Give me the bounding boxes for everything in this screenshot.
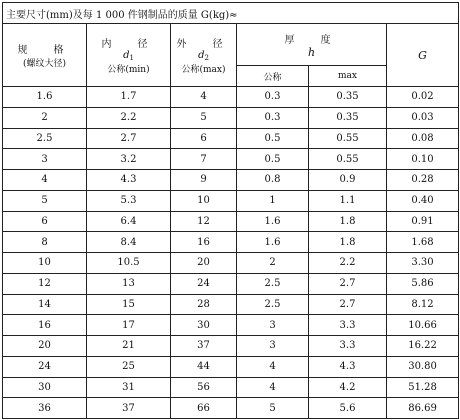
cell-thickness-nominal: 0.5 xyxy=(237,128,309,149)
cell-thickness-nominal: 1 xyxy=(237,190,309,211)
cell-inner-diameter: 10.5 xyxy=(87,253,171,274)
cell-inner-diameter: 31 xyxy=(87,377,171,398)
table-row xyxy=(3,356,459,377)
cell-outer-diameter: 28 xyxy=(171,294,237,315)
cell-thickness-max: 1.1 xyxy=(309,190,387,211)
cell-outer-diameter: 6 xyxy=(171,128,237,149)
table-row xyxy=(3,211,459,232)
cell-inner-diameter: 2.7 xyxy=(87,128,171,149)
cell-thickness-max: 0.35 xyxy=(309,87,387,108)
header-outer-note: 公称(max) xyxy=(181,65,226,75)
cell-mass: 1.68 xyxy=(387,232,459,253)
cell-spec: 36 xyxy=(3,398,87,419)
cell-mass: 5.86 xyxy=(387,273,459,294)
table-row xyxy=(3,253,459,274)
cell-outer-diameter: 44 xyxy=(171,356,237,377)
cell-thickness-max: 2.7 xyxy=(309,273,387,294)
cell-thickness-nominal: 3 xyxy=(237,336,309,357)
cell-inner-diameter: 37 xyxy=(87,398,171,419)
cell-thickness-max: 0.55 xyxy=(309,128,387,149)
cell-mass: 30.80 xyxy=(387,356,459,377)
header-inner-title: 内 径 xyxy=(101,39,156,50)
cell-inner-diameter: 21 xyxy=(87,336,171,357)
cell-spec: 20 xyxy=(3,336,87,357)
cell-outer-diameter: 4 xyxy=(171,87,237,108)
cell-thickness-nominal: 5 xyxy=(237,398,309,419)
header-spec xyxy=(3,24,87,87)
cell-thickness-nominal: 4 xyxy=(237,356,309,377)
cell-spec: 14 xyxy=(3,294,87,315)
table-row xyxy=(3,315,459,336)
cell-outer-diameter: 37 xyxy=(171,336,237,357)
header-spec-title: 规 格 xyxy=(17,45,72,56)
table-row xyxy=(3,377,459,398)
cell-spec: 4 xyxy=(3,170,87,191)
cell-outer-diameter: 12 xyxy=(171,211,237,232)
table-body xyxy=(3,87,459,419)
cell-thickness-nominal: 3 xyxy=(237,315,309,336)
table-row xyxy=(3,107,459,128)
cell-thickness-max: 4.2 xyxy=(309,377,387,398)
header-mass-symbol: G xyxy=(418,48,427,62)
table-row xyxy=(3,294,459,315)
header-thickness-nominal: 公称 xyxy=(237,66,309,87)
cell-spec: 5 xyxy=(3,190,87,211)
cell-mass: 86.69 xyxy=(387,398,459,419)
cell-mass: 0.91 xyxy=(387,211,459,232)
cell-mass: 0.08 xyxy=(387,128,459,149)
cell-outer-diameter: 16 xyxy=(171,232,237,253)
cell-mass: 0.40 xyxy=(387,190,459,211)
header-inner-note: 公称(min) xyxy=(107,65,150,75)
cell-thickness-max: 4.3 xyxy=(309,356,387,377)
cell-inner-diameter: 15 xyxy=(87,294,171,315)
header-thickness xyxy=(237,24,387,66)
cell-outer-diameter: 20 xyxy=(171,253,237,274)
cell-thickness-nominal: 0.5 xyxy=(237,149,309,170)
cell-outer-diameter: 9 xyxy=(171,170,237,191)
cell-mass: 3.30 xyxy=(387,253,459,274)
cell-thickness-max: 5.6 xyxy=(309,398,387,419)
cell-thickness-max: 2.7 xyxy=(309,294,387,315)
cell-thickness-max: 0.35 xyxy=(309,107,387,128)
table-row xyxy=(3,149,459,170)
header-outer-subscript: 2 xyxy=(204,54,209,62)
header-thickness-symbol: h xyxy=(307,45,316,59)
header-thickness-max: max xyxy=(309,66,387,87)
cell-spec: 1.6 xyxy=(3,87,87,108)
cell-mass: 8.12 xyxy=(387,294,459,315)
cell-spec: 2.5 xyxy=(3,128,87,149)
table-row xyxy=(3,87,459,108)
table-row xyxy=(3,232,459,253)
cell-mass: 0.28 xyxy=(387,170,459,191)
cell-thickness-nominal: 2.5 xyxy=(237,294,309,315)
cell-outer-diameter: 66 xyxy=(171,398,237,419)
cell-inner-diameter: 2.2 xyxy=(87,107,171,128)
cell-inner-diameter: 6.4 xyxy=(87,211,171,232)
cell-inner-diameter: 17 xyxy=(87,315,171,336)
cell-outer-diameter: 10 xyxy=(171,190,237,211)
cell-thickness-nominal: 0.8 xyxy=(237,170,309,191)
table-caption: 主要尺寸(mm)及每 1 000 件钢制品的质量 G(kg)≈ xyxy=(3,3,459,24)
table-row xyxy=(3,336,459,357)
cell-inner-diameter: 4.3 xyxy=(87,170,171,191)
cell-thickness-nominal: 0.3 xyxy=(237,107,309,128)
cell-thickness-max: 0.9 xyxy=(309,170,387,191)
cell-thickness-nominal: 1.6 xyxy=(237,211,309,232)
cell-inner-diameter: 8.4 xyxy=(87,232,171,253)
cell-outer-diameter: 56 xyxy=(171,377,237,398)
header-inner-subscript: 1 xyxy=(129,54,134,62)
header-spec-note: (螺纹大径) xyxy=(22,59,67,69)
cell-inner-diameter: 13 xyxy=(87,273,171,294)
cell-spec: 10 xyxy=(3,253,87,274)
table-row xyxy=(3,128,459,149)
cell-thickness-max: 0.55 xyxy=(309,149,387,170)
header-inner-symbol: d xyxy=(123,50,130,61)
table-row xyxy=(3,170,459,191)
cell-mass: 0.03 xyxy=(387,107,459,128)
cell-spec: 8 xyxy=(3,232,87,253)
cell-spec: 30 xyxy=(3,377,87,398)
cell-thickness-max: 1.8 xyxy=(309,232,387,253)
table-row xyxy=(3,273,459,294)
cell-spec: 16 xyxy=(3,315,87,336)
header-outer-symbol: d xyxy=(198,50,205,61)
cell-thickness-max: 2.2 xyxy=(309,253,387,274)
cell-inner-diameter: 3.2 xyxy=(87,149,171,170)
cell-inner-diameter: 5.3 xyxy=(87,190,171,211)
cell-spec: 6 xyxy=(3,211,87,232)
cell-thickness-max: 3.3 xyxy=(309,336,387,357)
cell-outer-diameter: 30 xyxy=(171,315,237,336)
cell-thickness-nominal: 0.3 xyxy=(237,87,309,108)
cell-mass: 10.66 xyxy=(387,315,459,336)
cell-inner-diameter: 25 xyxy=(87,356,171,377)
cell-thickness-nominal: 1.6 xyxy=(237,232,309,253)
cell-thickness-max: 3.3 xyxy=(309,315,387,336)
header-outer-diameter xyxy=(171,24,237,87)
cell-inner-diameter: 1.7 xyxy=(87,87,171,108)
cell-mass: 0.02 xyxy=(387,87,459,108)
cell-mass: 51.28 xyxy=(387,377,459,398)
cell-spec: 12 xyxy=(3,273,87,294)
cell-mass: 16.22 xyxy=(387,336,459,357)
cell-thickness-max: 1.8 xyxy=(309,211,387,232)
table-row xyxy=(3,398,459,419)
cell-spec: 2 xyxy=(3,107,87,128)
dimension-table xyxy=(2,2,459,419)
header-inner-diameter xyxy=(87,24,171,87)
cell-thickness-nominal: 2 xyxy=(237,253,309,274)
cell-mass: 0.10 xyxy=(387,149,459,170)
cell-spec: 3 xyxy=(3,149,87,170)
header-mass xyxy=(387,24,459,87)
cell-outer-diameter: 24 xyxy=(171,273,237,294)
table-row xyxy=(3,190,459,211)
cell-outer-diameter: 5 xyxy=(171,107,237,128)
header-thickness-title: 厚 度 xyxy=(284,34,339,46)
cell-thickness-nominal: 4 xyxy=(237,377,309,398)
caption-row xyxy=(3,3,459,24)
cell-thickness-nominal: 2.5 xyxy=(237,273,309,294)
header-row-1 xyxy=(3,24,459,66)
header-outer-title: 外 径 xyxy=(176,39,231,50)
cell-outer-diameter: 7 xyxy=(171,149,237,170)
cell-spec: 24 xyxy=(3,356,87,377)
